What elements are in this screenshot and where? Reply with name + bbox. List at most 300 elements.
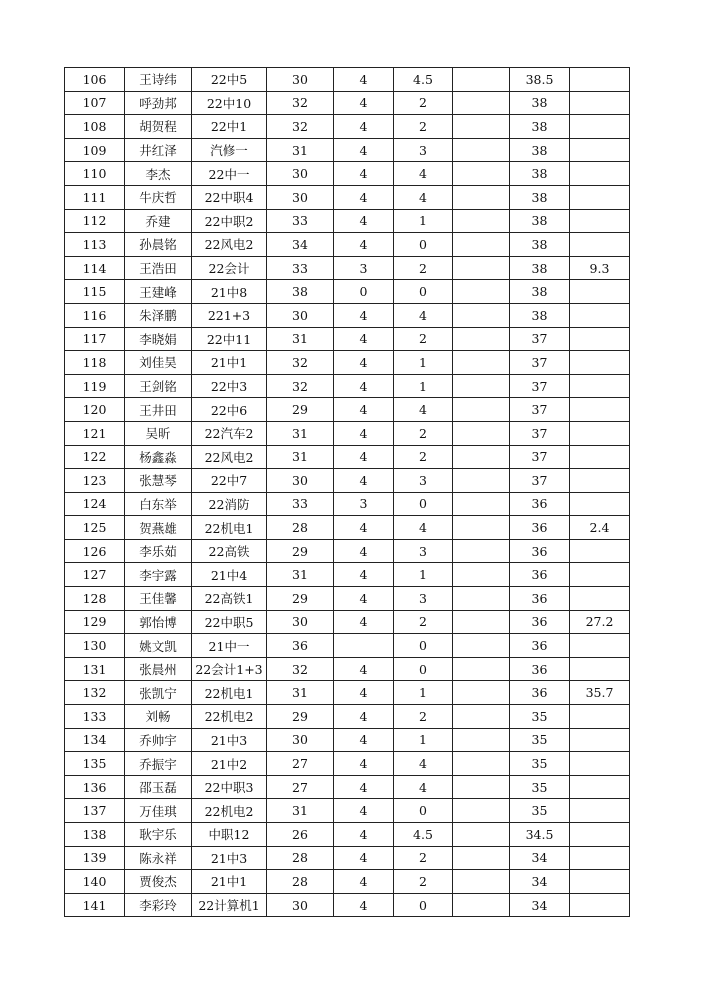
cell-extra bbox=[570, 705, 630, 729]
cell-score-c: 4 bbox=[394, 516, 453, 540]
cell-score-b: 4 bbox=[334, 893, 394, 917]
cell-extra bbox=[570, 421, 630, 445]
table-row bbox=[65, 303, 630, 327]
cell-total: 37 bbox=[510, 469, 570, 493]
cell-name: 李晓娟 bbox=[125, 327, 192, 351]
cell-score-d bbox=[453, 185, 510, 209]
cell-score-b: 4 bbox=[334, 185, 394, 209]
cell-name: 陈永祥 bbox=[125, 846, 192, 870]
cell-total: 34 bbox=[510, 870, 570, 894]
cell-score-d bbox=[453, 893, 510, 917]
cell-total: 38 bbox=[510, 233, 570, 257]
cell-name: 胡贺程 bbox=[125, 115, 192, 139]
cell-extra bbox=[570, 563, 630, 587]
cell-score-d bbox=[453, 280, 510, 304]
cell-rank: 121 bbox=[65, 421, 125, 445]
cell-extra bbox=[570, 303, 630, 327]
cell-score-c: 4 bbox=[394, 752, 453, 776]
cell-extra bbox=[570, 280, 630, 304]
cell-score-c: 2 bbox=[394, 610, 453, 634]
cell-rank: 118 bbox=[65, 351, 125, 375]
table-row bbox=[65, 162, 630, 186]
cell-score-d bbox=[453, 634, 510, 658]
cell-name: 万佳琪 bbox=[125, 799, 192, 823]
cell-rank: 136 bbox=[65, 775, 125, 799]
cell-rank: 130 bbox=[65, 634, 125, 658]
table-row bbox=[65, 209, 630, 233]
table-row bbox=[65, 421, 630, 445]
cell-score-b: 4 bbox=[334, 327, 394, 351]
cell-score-a: 33 bbox=[267, 492, 334, 516]
cell-rank: 124 bbox=[65, 492, 125, 516]
cell-class: 22中5 bbox=[192, 68, 267, 92]
cell-name: 杨鑫淼 bbox=[125, 445, 192, 469]
cell-rank: 120 bbox=[65, 398, 125, 422]
table-row bbox=[65, 563, 630, 587]
table-row bbox=[65, 846, 630, 870]
cell-name: 李乐茹 bbox=[125, 539, 192, 563]
cell-total: 34.5 bbox=[510, 823, 570, 847]
cell-class: 21中3 bbox=[192, 728, 267, 752]
cell-score-b: 4 bbox=[334, 775, 394, 799]
cell-score-c: 4 bbox=[394, 775, 453, 799]
cell-class: 22高铁1 bbox=[192, 587, 267, 611]
cell-score-d bbox=[453, 398, 510, 422]
table-row bbox=[65, 893, 630, 917]
cell-score-b: 4 bbox=[334, 657, 394, 681]
cell-score-b: 3 bbox=[334, 492, 394, 516]
cell-score-b: 4 bbox=[334, 209, 394, 233]
cell-total: 38 bbox=[510, 185, 570, 209]
cell-rank: 137 bbox=[65, 799, 125, 823]
table-row bbox=[65, 469, 630, 493]
cell-score-a: 32 bbox=[267, 374, 334, 398]
table-row bbox=[65, 799, 630, 823]
cell-total: 36 bbox=[510, 516, 570, 540]
cell-score-b: 4 bbox=[334, 846, 394, 870]
cell-class: 21中2 bbox=[192, 752, 267, 776]
cell-class: 22高铁 bbox=[192, 539, 267, 563]
cell-score-b: 4 bbox=[334, 705, 394, 729]
cell-rank: 134 bbox=[65, 728, 125, 752]
cell-score-b: 4 bbox=[334, 398, 394, 422]
cell-total: 37 bbox=[510, 351, 570, 375]
cell-score-a: 30 bbox=[267, 610, 334, 634]
cell-score-c: 1 bbox=[394, 563, 453, 587]
cell-class: 22会计1+3 bbox=[192, 657, 267, 681]
cell-total: 38 bbox=[510, 138, 570, 162]
cell-score-c: 2 bbox=[394, 705, 453, 729]
cell-score-c: 0 bbox=[394, 657, 453, 681]
cell-total: 37 bbox=[510, 327, 570, 351]
cell-class: 21中8 bbox=[192, 280, 267, 304]
cell-rank: 140 bbox=[65, 870, 125, 894]
cell-class: 22中职2 bbox=[192, 209, 267, 233]
table-row bbox=[65, 516, 630, 540]
cell-name: 牛庆哲 bbox=[125, 185, 192, 209]
cell-extra bbox=[570, 893, 630, 917]
cell-rank: 113 bbox=[65, 233, 125, 257]
cell-score-c: 2 bbox=[394, 115, 453, 139]
cell-score-d bbox=[453, 728, 510, 752]
cell-class: 22风电2 bbox=[192, 445, 267, 469]
cell-score-c: 1 bbox=[394, 681, 453, 705]
cell-score-b bbox=[334, 634, 394, 658]
cell-extra bbox=[570, 657, 630, 681]
cell-rank: 112 bbox=[65, 209, 125, 233]
cell-score-a: 30 bbox=[267, 162, 334, 186]
cell-score-b: 4 bbox=[334, 610, 394, 634]
cell-rank: 119 bbox=[65, 374, 125, 398]
cell-score-a: 30 bbox=[267, 68, 334, 92]
cell-name: 李彩玲 bbox=[125, 893, 192, 917]
cell-extra bbox=[570, 752, 630, 776]
table-row bbox=[65, 657, 630, 681]
cell-extra: 35.7 bbox=[570, 681, 630, 705]
cell-extra bbox=[570, 799, 630, 823]
cell-rank: 110 bbox=[65, 162, 125, 186]
cell-extra bbox=[570, 209, 630, 233]
cell-class: 中职12 bbox=[192, 823, 267, 847]
cell-score-b: 4 bbox=[334, 421, 394, 445]
table-row bbox=[65, 374, 630, 398]
table-row bbox=[65, 870, 630, 894]
cell-rank: 129 bbox=[65, 610, 125, 634]
cell-score-c: 3 bbox=[394, 539, 453, 563]
table-row bbox=[65, 280, 630, 304]
cell-extra bbox=[570, 185, 630, 209]
cell-score-c: 1 bbox=[394, 209, 453, 233]
cell-rank: 115 bbox=[65, 280, 125, 304]
cell-score-a: 31 bbox=[267, 681, 334, 705]
cell-score-a: 36 bbox=[267, 634, 334, 658]
cell-rank: 111 bbox=[65, 185, 125, 209]
cell-score-c: 4 bbox=[394, 398, 453, 422]
table-row bbox=[65, 256, 630, 280]
cell-class: 22风电2 bbox=[192, 233, 267, 257]
cell-rank: 116 bbox=[65, 303, 125, 327]
table-row bbox=[65, 68, 630, 92]
cell-rank: 138 bbox=[65, 823, 125, 847]
cell-name: 刘佳昊 bbox=[125, 351, 192, 375]
cell-total: 38 bbox=[510, 209, 570, 233]
cell-score-b: 4 bbox=[334, 162, 394, 186]
cell-total: 35 bbox=[510, 705, 570, 729]
cell-class: 22汽车2 bbox=[192, 421, 267, 445]
cell-total: 36 bbox=[510, 634, 570, 658]
cell-extra: 27.2 bbox=[570, 610, 630, 634]
cell-extra bbox=[570, 870, 630, 894]
cell-total: 34 bbox=[510, 893, 570, 917]
cell-total: 34 bbox=[510, 846, 570, 870]
cell-score-c: 4 bbox=[394, 162, 453, 186]
cell-score-a: 27 bbox=[267, 775, 334, 799]
cell-score-d bbox=[453, 303, 510, 327]
cell-score-b: 4 bbox=[334, 233, 394, 257]
cell-name: 贾俊杰 bbox=[125, 870, 192, 894]
cell-score-d bbox=[453, 846, 510, 870]
cell-score-c: 0 bbox=[394, 492, 453, 516]
cell-extra bbox=[570, 327, 630, 351]
cell-total: 35 bbox=[510, 752, 570, 776]
cell-score-c: 4 bbox=[394, 185, 453, 209]
cell-class: 22消防 bbox=[192, 492, 267, 516]
cell-extra bbox=[570, 492, 630, 516]
cell-extra bbox=[570, 374, 630, 398]
cell-name: 朱泽鹏 bbox=[125, 303, 192, 327]
cell-score-d bbox=[453, 492, 510, 516]
cell-score-d bbox=[453, 374, 510, 398]
cell-score-d bbox=[453, 563, 510, 587]
cell-class: 21中一 bbox=[192, 634, 267, 658]
cell-score-a: 31 bbox=[267, 563, 334, 587]
cell-score-d bbox=[453, 752, 510, 776]
cell-rank: 128 bbox=[65, 587, 125, 611]
cell-extra bbox=[570, 469, 630, 493]
cell-name: 井红泽 bbox=[125, 138, 192, 162]
cell-score-a: 32 bbox=[267, 91, 334, 115]
cell-total: 38 bbox=[510, 280, 570, 304]
cell-score-d bbox=[453, 681, 510, 705]
table-row bbox=[65, 327, 630, 351]
cell-class: 22中职5 bbox=[192, 610, 267, 634]
table-row bbox=[65, 634, 630, 658]
cell-score-b: 4 bbox=[334, 799, 394, 823]
cell-score-a: 34 bbox=[267, 233, 334, 257]
cell-score-a: 33 bbox=[267, 256, 334, 280]
cell-name: 乔帅宇 bbox=[125, 728, 192, 752]
table-row bbox=[65, 233, 630, 257]
cell-class: 21中3 bbox=[192, 846, 267, 870]
cell-score-c: 2 bbox=[394, 327, 453, 351]
cell-class: 22会计 bbox=[192, 256, 267, 280]
cell-class: 221+3 bbox=[192, 303, 267, 327]
cell-score-c: 2 bbox=[394, 421, 453, 445]
table-row bbox=[65, 445, 630, 469]
cell-name: 乔建 bbox=[125, 209, 192, 233]
cell-score-d bbox=[453, 516, 510, 540]
cell-score-c: 3 bbox=[394, 469, 453, 493]
cell-extra bbox=[570, 115, 630, 139]
cell-extra bbox=[570, 68, 630, 92]
cell-name: 贺燕雄 bbox=[125, 516, 192, 540]
cell-total: 38 bbox=[510, 162, 570, 186]
cell-score-c: 2 bbox=[394, 870, 453, 894]
cell-score-b: 4 bbox=[334, 68, 394, 92]
cell-score-c: 0 bbox=[394, 893, 453, 917]
cell-total: 35 bbox=[510, 799, 570, 823]
cell-extra bbox=[570, 823, 630, 847]
cell-score-d bbox=[453, 351, 510, 375]
cell-score-d bbox=[453, 469, 510, 493]
cell-class: 22中11 bbox=[192, 327, 267, 351]
cell-class: 22中7 bbox=[192, 469, 267, 493]
cell-score-b: 4 bbox=[334, 728, 394, 752]
cell-score-c: 2 bbox=[394, 91, 453, 115]
cell-score-a: 30 bbox=[267, 469, 334, 493]
cell-score-b: 4 bbox=[334, 445, 394, 469]
cell-score-c: 4 bbox=[394, 303, 453, 327]
table-row bbox=[65, 587, 630, 611]
cell-class: 22机电2 bbox=[192, 705, 267, 729]
cell-score-a: 29 bbox=[267, 705, 334, 729]
cell-class: 22中10 bbox=[192, 91, 267, 115]
cell-name: 邵玉磊 bbox=[125, 775, 192, 799]
cell-extra: 2.4 bbox=[570, 516, 630, 540]
cell-rank: 106 bbox=[65, 68, 125, 92]
cell-total: 38 bbox=[510, 256, 570, 280]
cell-score-b: 3 bbox=[334, 256, 394, 280]
cell-name: 王剑铭 bbox=[125, 374, 192, 398]
cell-score-b: 4 bbox=[334, 469, 394, 493]
cell-class: 21中1 bbox=[192, 351, 267, 375]
cell-extra bbox=[570, 162, 630, 186]
cell-name: 李杰 bbox=[125, 162, 192, 186]
cell-score-c: 0 bbox=[394, 634, 453, 658]
cell-class: 22计算机1 bbox=[192, 893, 267, 917]
cell-score-a: 28 bbox=[267, 870, 334, 894]
cell-extra bbox=[570, 539, 630, 563]
cell-name: 张凯宁 bbox=[125, 681, 192, 705]
cell-score-a: 30 bbox=[267, 303, 334, 327]
cell-extra bbox=[570, 634, 630, 658]
cell-rank: 125 bbox=[65, 516, 125, 540]
cell-rank: 117 bbox=[65, 327, 125, 351]
cell-score-c: 0 bbox=[394, 799, 453, 823]
cell-name: 吴昕 bbox=[125, 421, 192, 445]
cell-name: 李宇露 bbox=[125, 563, 192, 587]
cell-rank: 132 bbox=[65, 681, 125, 705]
cell-class: 22中6 bbox=[192, 398, 267, 422]
table-row bbox=[65, 115, 630, 139]
cell-score-a: 28 bbox=[267, 516, 334, 540]
cell-score-a: 26 bbox=[267, 823, 334, 847]
cell-class: 22机电1 bbox=[192, 681, 267, 705]
cell-score-c: 3 bbox=[394, 138, 453, 162]
cell-score-a: 32 bbox=[267, 351, 334, 375]
cell-total: 37 bbox=[510, 421, 570, 445]
cell-class: 22中1 bbox=[192, 115, 267, 139]
cell-total: 38.5 bbox=[510, 68, 570, 92]
cell-total: 37 bbox=[510, 398, 570, 422]
cell-score-c: 3 bbox=[394, 587, 453, 611]
cell-total: 36 bbox=[510, 610, 570, 634]
cell-total: 35 bbox=[510, 728, 570, 752]
cell-score-d bbox=[453, 823, 510, 847]
table-row bbox=[65, 705, 630, 729]
cell-score-d bbox=[453, 421, 510, 445]
cell-name: 呼劲邦 bbox=[125, 91, 192, 115]
cell-rank: 139 bbox=[65, 846, 125, 870]
cell-class: 汽修一 bbox=[192, 138, 267, 162]
table-row bbox=[65, 91, 630, 115]
cell-extra bbox=[570, 233, 630, 257]
cell-name: 王建峰 bbox=[125, 280, 192, 304]
cell-extra: 9.3 bbox=[570, 256, 630, 280]
cell-score-a: 30 bbox=[267, 728, 334, 752]
cell-rank: 123 bbox=[65, 469, 125, 493]
cell-rank: 127 bbox=[65, 563, 125, 587]
cell-score-d bbox=[453, 91, 510, 115]
cell-score-a: 30 bbox=[267, 893, 334, 917]
cell-total: 38 bbox=[510, 303, 570, 327]
cell-score-d bbox=[453, 799, 510, 823]
cell-class: 22机电2 bbox=[192, 799, 267, 823]
score-table bbox=[64, 67, 630, 917]
cell-score-d bbox=[453, 233, 510, 257]
cell-score-b: 4 bbox=[334, 374, 394, 398]
cell-rank: 107 bbox=[65, 91, 125, 115]
cell-score-d bbox=[453, 115, 510, 139]
cell-score-c: 1 bbox=[394, 374, 453, 398]
cell-score-b: 4 bbox=[334, 138, 394, 162]
cell-score-b: 4 bbox=[334, 681, 394, 705]
cell-class: 22中一 bbox=[192, 162, 267, 186]
cell-total: 37 bbox=[510, 374, 570, 398]
cell-name: 王诗纬 bbox=[125, 68, 192, 92]
cell-score-b: 4 bbox=[334, 115, 394, 139]
cell-score-b: 4 bbox=[334, 351, 394, 375]
cell-extra bbox=[570, 138, 630, 162]
cell-score-d bbox=[453, 162, 510, 186]
table-row bbox=[65, 398, 630, 422]
cell-extra bbox=[570, 728, 630, 752]
cell-score-d bbox=[453, 539, 510, 563]
cell-score-a: 28 bbox=[267, 846, 334, 870]
cell-score-a: 27 bbox=[267, 752, 334, 776]
cell-score-a: 32 bbox=[267, 657, 334, 681]
cell-class: 22中职4 bbox=[192, 185, 267, 209]
table-row bbox=[65, 775, 630, 799]
cell-name: 白东举 bbox=[125, 492, 192, 516]
cell-rank: 109 bbox=[65, 138, 125, 162]
cell-name: 张慧琴 bbox=[125, 469, 192, 493]
cell-name: 孙晨铭 bbox=[125, 233, 192, 257]
cell-total: 38 bbox=[510, 91, 570, 115]
cell-extra bbox=[570, 445, 630, 469]
table-row bbox=[65, 752, 630, 776]
cell-score-d bbox=[453, 138, 510, 162]
cell-class: 21中1 bbox=[192, 870, 267, 894]
cell-total: 36 bbox=[510, 681, 570, 705]
cell-score-b: 4 bbox=[334, 303, 394, 327]
cell-score-c: 2 bbox=[394, 846, 453, 870]
cell-name: 郭怡博 bbox=[125, 610, 192, 634]
cell-score-b: 4 bbox=[334, 516, 394, 540]
cell-rank: 131 bbox=[65, 657, 125, 681]
cell-score-a: 31 bbox=[267, 421, 334, 445]
table-row bbox=[65, 351, 630, 375]
cell-name: 张晨州 bbox=[125, 657, 192, 681]
cell-class: 22机电1 bbox=[192, 516, 267, 540]
cell-score-a: 31 bbox=[267, 445, 334, 469]
cell-rank: 141 bbox=[65, 893, 125, 917]
cell-extra bbox=[570, 398, 630, 422]
cell-score-b: 4 bbox=[334, 563, 394, 587]
cell-class: 22中3 bbox=[192, 374, 267, 398]
table-row bbox=[65, 185, 630, 209]
cell-total: 36 bbox=[510, 563, 570, 587]
cell-rank: 114 bbox=[65, 256, 125, 280]
cell-score-c: 4.5 bbox=[394, 823, 453, 847]
cell-total: 36 bbox=[510, 587, 570, 611]
cell-score-c: 2 bbox=[394, 445, 453, 469]
cell-rank: 122 bbox=[65, 445, 125, 469]
cell-total: 36 bbox=[510, 657, 570, 681]
cell-score-a: 31 bbox=[267, 138, 334, 162]
cell-total: 36 bbox=[510, 492, 570, 516]
cell-score-d bbox=[453, 610, 510, 634]
